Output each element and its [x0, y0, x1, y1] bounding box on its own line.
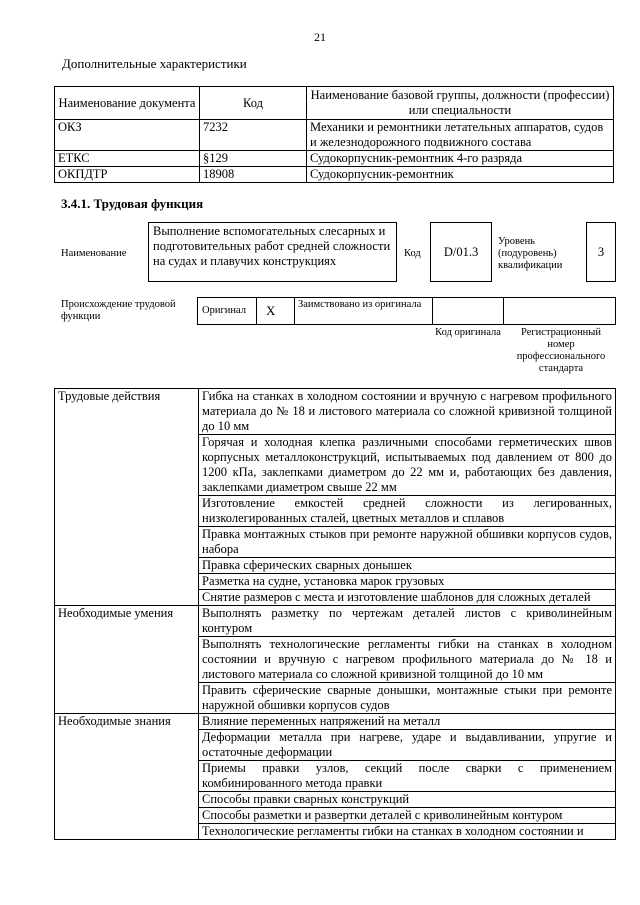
origin-divider	[503, 297, 504, 325]
header-document: Наименование документа	[55, 87, 200, 120]
additional-characteristics-table	[54, 86, 614, 183]
name-label: Наименование	[61, 248, 127, 259]
table-row	[55, 120, 614, 151]
cell-doc: ОКПДТР	[55, 167, 200, 183]
list-item: Технологические регламенты гибки на станках в холодном состоянии и	[199, 824, 616, 840]
level-value: 3	[597, 245, 605, 259]
table-row	[55, 714, 616, 730]
section-label: Необходимые умения	[55, 606, 199, 714]
list-item: Гибка на станках в холодном состоянии и вручную с нагревом профильного материала до № 18 и листового материала со сложной кривизной толщиной до 10 мм	[199, 389, 616, 435]
level-box	[586, 222, 616, 282]
list-item: Снятие размеров с места и изготовление шаблонов для сложных деталей	[199, 590, 616, 606]
level-label: Уровень (подуровень) квалификации	[498, 236, 563, 271]
function-heading: 3.4.1. Трудовая функция	[61, 196, 204, 211]
list-item: Выполнять разметку по чертежам деталей листов с криволинейным контуром	[199, 606, 616, 637]
list-item: Горячая и холодная клепка различными способами герметических швов корпусных металлоконструкций, испытываемых под давлением от 800 до 1200 кПа, заклепками диаметром до 22 мм и, работающих без давления, заклепками диаметром свыше 22 мм	[199, 435, 616, 496]
page-number: 21	[314, 30, 326, 44]
cell-group: Судокорпусник-ремонтник	[307, 167, 614, 183]
origin-divider	[432, 297, 433, 325]
header-code: Код	[200, 87, 307, 120]
cell-code: 7232	[200, 120, 307, 151]
table-row	[55, 389, 616, 435]
table-header-row	[55, 87, 614, 120]
code-label: Код	[404, 248, 421, 259]
origin-label: Происхождение трудовой функции	[61, 299, 176, 322]
cell-code: §129	[200, 151, 307, 167]
function-name-value: Выполнение вспомогательных слесарных и подготовительных работ средней сложности на судах и плавучих конструкциях	[153, 224, 391, 268]
header-group: Наименование базовой группы, должности (профессии) или специальности	[307, 87, 614, 120]
cell-group: Судокорпусник-ремонтник 4-го разряда	[307, 151, 614, 167]
list-item: Способы разметки и развертки деталей с криволинейным контуром	[199, 808, 616, 824]
list-item: Влияние переменных напряжений на металл	[199, 714, 616, 730]
code-box	[430, 222, 492, 282]
list-item: Разметка на судне, установка марок грузовых	[199, 574, 616, 590]
cell-code: 18908	[200, 167, 307, 183]
labor-function-table	[54, 388, 616, 840]
code-original-label: Код оригинала	[435, 327, 501, 338]
list-item: Приемы правки узлов, секций после сварки с применением комбинированного метода правки	[199, 761, 616, 792]
function-name-box	[148, 222, 397, 282]
cell-group: Механики и ремонтники летательных аппаратов, судов и железнодорожного подвижного состава	[307, 120, 614, 151]
table-row	[55, 606, 616, 637]
list-item: Способы правки сварных конструкций	[199, 792, 616, 808]
reg-number-label: Регистрационный номер профессионального стандарта	[516, 327, 606, 374]
borrowed-label: Заимствовано из оригинала	[298, 299, 422, 310]
table-row	[55, 167, 614, 183]
list-item: Изготовление емкостей средней сложности из легированных, низколегированных сталей, цветных металлов и сплавов	[199, 496, 616, 527]
original-label: Оригинал	[202, 305, 246, 316]
list-item: Выполнять технологические регламенты гибки на станках в холодном состоянии и вручную с нагревом профильного материала до № 18 и листового материала со сложной кривизной толщиной до 10 мм	[199, 637, 616, 683]
code-value: D/01.3	[443, 245, 479, 259]
table-row	[55, 151, 614, 167]
list-item: Деформации металла при нагреве, ударе и выдавливании, упругие и остаточные деформации	[199, 730, 616, 761]
original-mark: X	[266, 303, 276, 318]
list-item: Правка сферических сварных донышек	[199, 558, 616, 574]
list-item: Править сферические сварные донышки, монтажные стыки при ремонте наружной обшивки корпусов судов	[199, 683, 616, 714]
cell-doc: ЕТКС	[55, 151, 200, 167]
origin-divider	[256, 297, 257, 325]
origin-divider	[294, 297, 295, 325]
section-label: Трудовые действия	[55, 389, 199, 606]
cell-doc: ОКЗ	[55, 120, 200, 151]
section-label: Необходимые знания	[55, 714, 199, 840]
list-item: Правка монтажных стыков при ремонте наружной обшивки корпусов судов, набора	[199, 527, 616, 558]
section-title: Дополнительные характеристики	[62, 56, 247, 71]
